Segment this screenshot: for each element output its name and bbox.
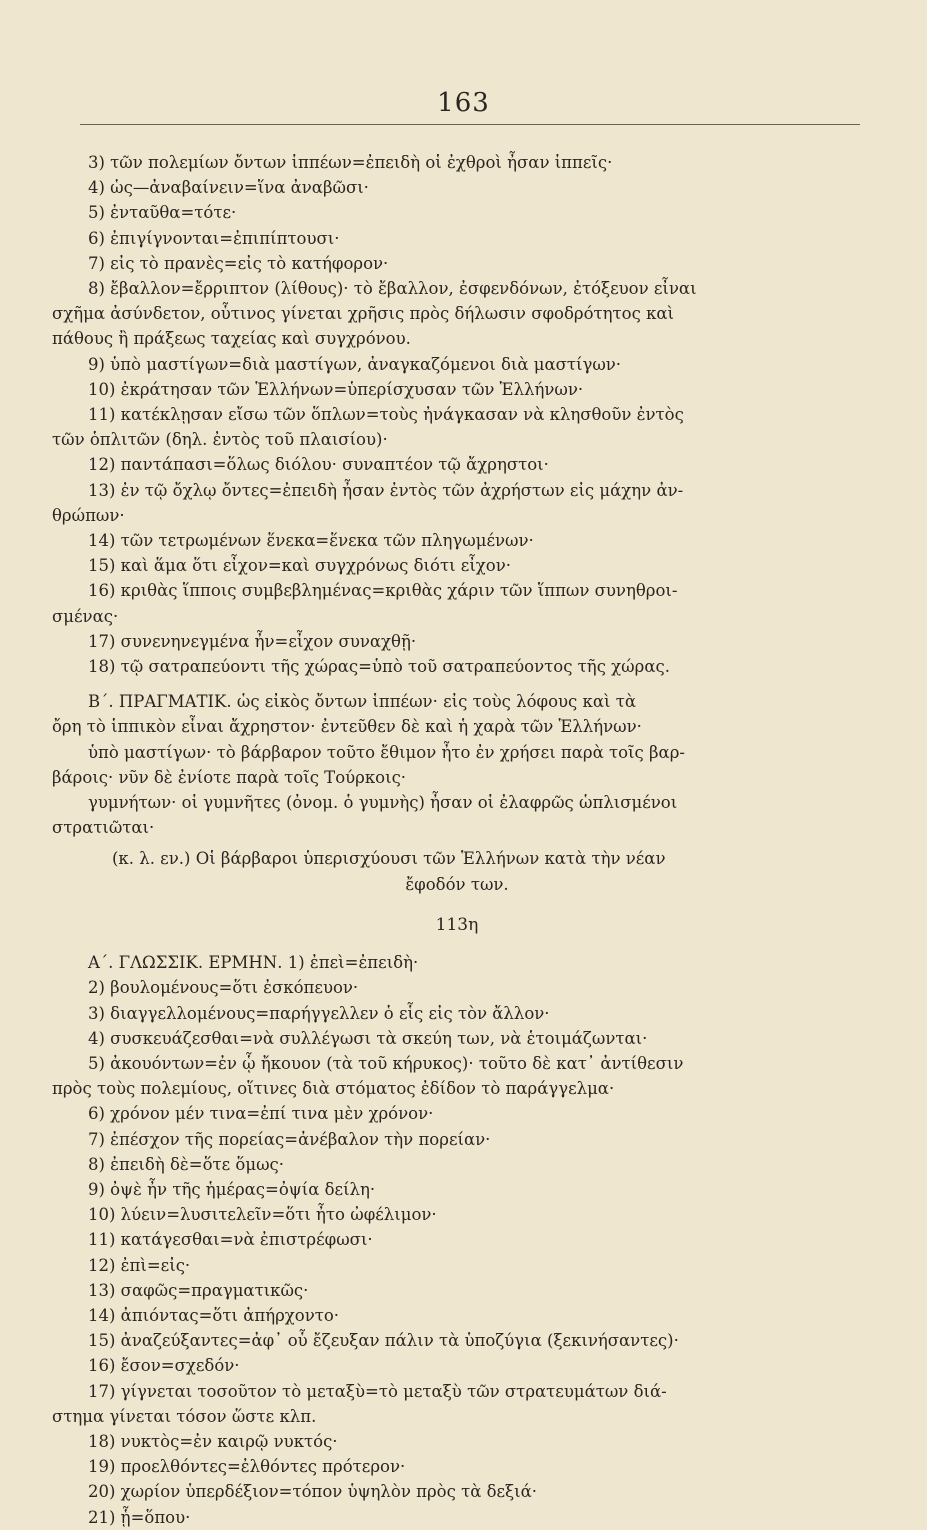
note-line: 12) παντάπασι=ὅλως διόλου· συναπτέον τῷ ἄχρηστοι·: [88, 455, 549, 475]
note-line: βάροις· νῦν δὲ ἐνίοτε παρὰ τοῖς Τούρκοις·: [52, 767, 407, 787]
note-line: 4) ὡς—ἀναβαίνειν=ἵνα ἀναβῶσι·: [88, 178, 369, 198]
note-line: 10) ἐκράτησαν τῶν Ἑλλήνων=ὑπερίσχυσαν τῶν Ἑλλήνων·: [88, 379, 584, 399]
note-line: 17) συνενηνεγμένα ἦν=εἶχον συναχθῇ·: [88, 631, 417, 651]
note-line: 7) εἰς τὸ πρανὲς=εἰς τὸ κατήφορον·: [88, 253, 389, 273]
note-line: ὑπὸ μαστίγων· τὸ βάρβαρον τοῦτο ἔθιμον ἦτο ἐν χρήσει παρὰ τοῖς βαρ-: [88, 742, 685, 762]
note-line: 5) ἀκουόντων=ἐν ᾧ ἤκουον (τὰ τοῦ κήρυκος)· τοῦτο δὲ κατ᾽ ἀντίθεσιν: [88, 1053, 684, 1073]
note-line: 2) βουλομένους=ὅτι ἐσκόπευον·: [88, 978, 359, 998]
note-line: 17) γίγνεται τοσοῦτον τὸ μεταξὺ=τὸ μεταξὺ τῶν στρατευμάτων διά-: [88, 1381, 667, 1401]
note-line: στημα γίνεται τόσον ὥστε κλπ.: [52, 1406, 317, 1426]
note-line: 18) νυκτὸς=ἐν καιρῷ νυκτός·: [88, 1431, 338, 1451]
note-line: 6) χρόνον μέν τινα=ἐπί τινα μὲν χρόνον·: [88, 1104, 434, 1124]
note-line: 11) κατέκλῃσαν εἴσω τῶν ὅπλων=τοὺς ἠνάγκασαν νὰ κλησθοῦν ἐντὸς: [88, 405, 684, 425]
note-line: 15) ἀναζεύξαντες=ἀφ᾽ οὗ ἔζευξαν πάλιν τὰ ὑποζύγια (ξεκινήσαντες)·: [88, 1331, 679, 1351]
note-line: 12) ἐπὶ=εἰς·: [88, 1255, 191, 1275]
note-line: 3) διαγγελλομένους=παρήγγελλεν ὁ εἷς εἰς τὸν ἄλλον·: [88, 1003, 550, 1023]
note-line: 18) τῷ σατραπεύοντι τῆς χώρας=ὑπὸ τοῦ σατραπεύοντος τῆς χώρας.: [88, 657, 670, 677]
note-line: σχῆμα ἀσύνδετον, οὗτινος γίνεται χρῆσις πρὸς δήλωσιν σφοδρότητος καὶ: [52, 304, 675, 324]
note-line: θρώπων·: [52, 505, 125, 525]
note-line: 7) ἐπέσχον τῆς πορείας=ἀνέβαλον τὴν πορείαν·: [88, 1129, 491, 1149]
note-line: πρὸς τοὺς πολεμίους, οἵτινες διὰ στόματος ἐδίδον τὸ παράγγελμα·: [52, 1079, 615, 1099]
note-line: 5) ἐνταῦθα=τότε·: [88, 203, 237, 223]
note-line: τῶν ὁπλιτῶν (δηλ. ἐντὸς τοῦ πλαισίου)·: [52, 430, 388, 450]
section-heading-line: Α΄. ΓΛΩΣΣΙΚ. ΕΡΜΗΝ. 1) ἐπεὶ=ἐπειδὴ·: [88, 953, 419, 973]
note-line: 9) ὀψὲ ἦν τῆς ἡμέρας=ὀψία δείλη·: [88, 1179, 376, 1199]
note-line: 21) ᾗ=ὅπου·: [88, 1507, 191, 1527]
note-line: 8) ἔβαλλον=ἔρριπτον (λίθους)· τὸ ἔβαλλον, ἐσφενδόνων, ἐτόξευον εἶναι: [88, 279, 697, 299]
page-number: 163: [437, 88, 490, 118]
note-line: 11) κατάγεσθαι=νὰ ἐπιστρέφωσι·: [88, 1230, 373, 1250]
note-line: σμένας·: [52, 606, 119, 626]
note-line: 6) ἐπιγίγνονται=ἐπιπίπτουσι·: [88, 228, 340, 248]
note-line: 15) καὶ ἅμα ὅτι εἶχον=καὶ συγχρόνως διότι εἶχον·: [88, 556, 512, 576]
note-line: γυμνήτων· οἱ γυμνῆτες (ὀνομ. ὁ γυμνὴς) ἦσαν οἱ ἐλαφρῶς ὡπλισμένοι: [88, 793, 678, 813]
note-line: 8) ἐπειδὴ δὲ=ὅτε ὅμως·: [88, 1154, 285, 1174]
subsection-heading: 113η: [435, 914, 479, 935]
header-rule: [80, 124, 860, 125]
note-line: 13) σαφῶς=πραγματικῶς·: [88, 1280, 309, 1300]
note-line: 4) συσκευάζεσθαι=νὰ συλλέγωσι τὰ σκεύη των, νὰ ἑτοιμάζωνται·: [88, 1028, 648, 1048]
note-line: 13) ἐν τῷ ὄχλῳ ὄντες=ἐπειδὴ ἦσαν ἐντὸς τῶν ἀχρήστων εἰς μάχην ἀν-: [88, 480, 684, 500]
note-line: 14) τῶν τετρωμένων ἕνεκα=ἕνεκα τῶν πληγωμένων·: [88, 531, 534, 551]
note-line: 3) τῶν πολεμίων ὄντων ἱππέων=ἐπειδὴ οἱ ἐχθροὶ ἦσαν ἱππεῖς·: [88, 153, 613, 172]
note-line: ὄρη τὸ ἱππικὸν εἶναι ἄχρηστον· ἐντεῦθεν δὲ καὶ ἡ χαρὰ τῶν Ἑλλήνων·: [52, 717, 642, 737]
note-line: 10) λύειν=λυσιτελεῖν=ὅτι ἦτο ὠφέλιμον·: [88, 1205, 437, 1225]
section-heading-line: Β΄. ΠΡΑΓΜΑΤΙΚ. ὡς εἰκὸς ὄντων ἱππέων· εἰς τοὺς λόφους καὶ τὰ: [88, 692, 636, 712]
note-line: 16) κριθὰς ἵπποις συμβεβλημένας=κριθὰς χάριν τῶν ἵππων συνηθροι-: [88, 581, 678, 601]
note-line: 19) προελθόντες=ἐλθόντες πρότερον·: [88, 1457, 406, 1477]
summary-line: (κ. λ. εν.) Οἱ βάρβαροι ὑπερισχύουσι τῶν Ἑλλήνων κατὰ τὴν νέαν: [112, 849, 666, 869]
note-line: 14) ἀπιόντας=ὅτι ἀπήρχοντο·: [88, 1305, 340, 1325]
note-line: 9) ὑπὸ μαστίγων=διὰ μαστίγων, ἀναγκαζόμενοι διὰ μαστίγων·: [88, 354, 622, 374]
note-line: στρατιῶται·: [52, 818, 155, 838]
page-body: [52, 150, 862, 1530]
note-line: πάθους ἢ πράξεως ταχείας καὶ συγχρόνου.: [52, 329, 411, 349]
summary-line: ἔφοδόν των.: [405, 874, 509, 894]
note-line: 20) χωρίον ὑπερδέξιον=τόπον ὑψηλὸν πρὸς τὰ δεξιά·: [88, 1482, 538, 1502]
note-line: 16) ἔσον=σχεδόν·: [88, 1356, 240, 1376]
